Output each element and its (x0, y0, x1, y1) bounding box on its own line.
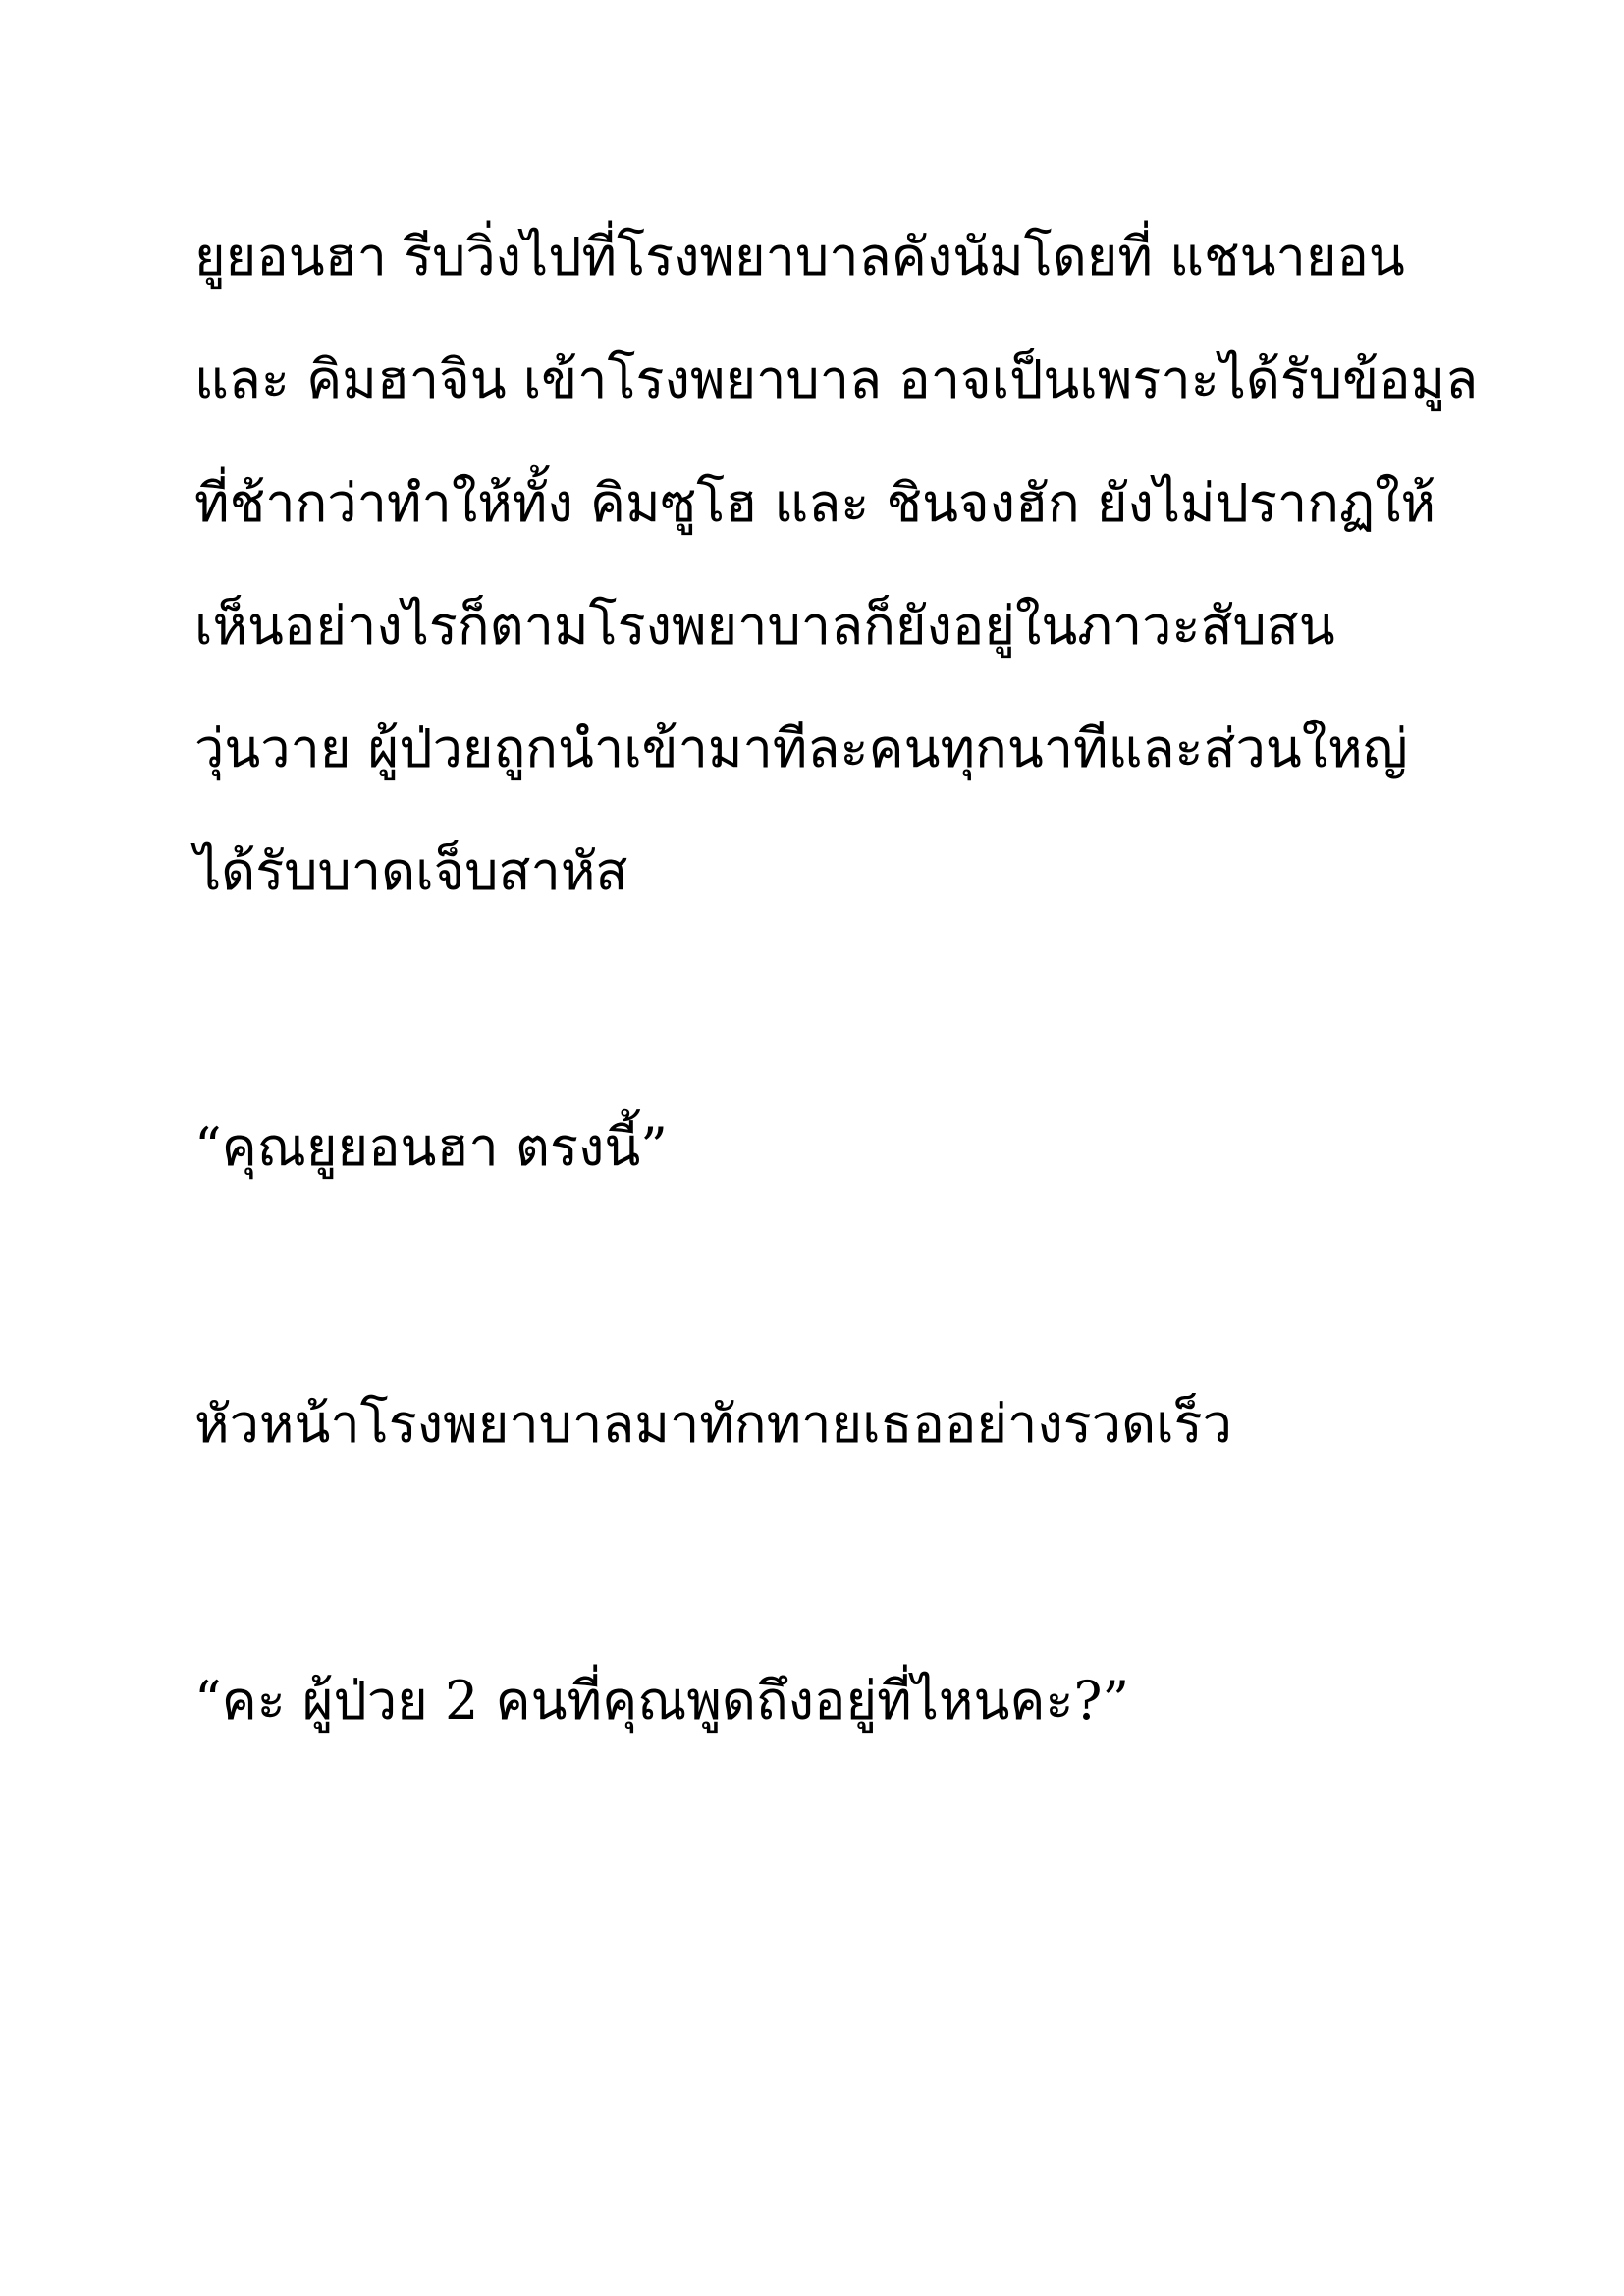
text-line: และ คิมฮาจิน เข้าโรงพยาบาล อาจเป็นเพราะได้รับข้อมูล (194, 348, 1479, 410)
dialogue-line: “คะ ผู้ป่วย 2 คนที่คุณพูดถึงอยู่ที่ไหนคะ?” (194, 1670, 1130, 1732)
text-line: เห็นอย่างไรก็ตามโรงพยาบาลก็ยังอยู่ในภาวะสับสน (194, 595, 1335, 657)
text-line: ที่ช้ากว่าทำให้ทั้ง คิมซูโฮ และ ชินจงฮัก ยังไม่ปรากฏให้ (194, 472, 1436, 534)
paragraph-narration-line: หัวหน้าโรงพยาบาลมาทักทายเธออย่างรวดเร็ว (194, 1393, 1232, 1455)
text-line: วุ่นวาย ผู้ป่วยถูกนำเข้ามาทีละคนทุกนาทีและส่วนใหญ่ (194, 718, 1408, 779)
dialogue-line: “คุณยูยอนฮา ตรงนี้” (194, 1116, 668, 1178)
text-line: ยูยอนฮา รีบวิ่งไปที่โรงพยาบาลคังนัมโดยที่ แชนายอน (194, 226, 1405, 288)
text-line: ได้รับบาดเจ็บสาหัส (194, 840, 628, 902)
